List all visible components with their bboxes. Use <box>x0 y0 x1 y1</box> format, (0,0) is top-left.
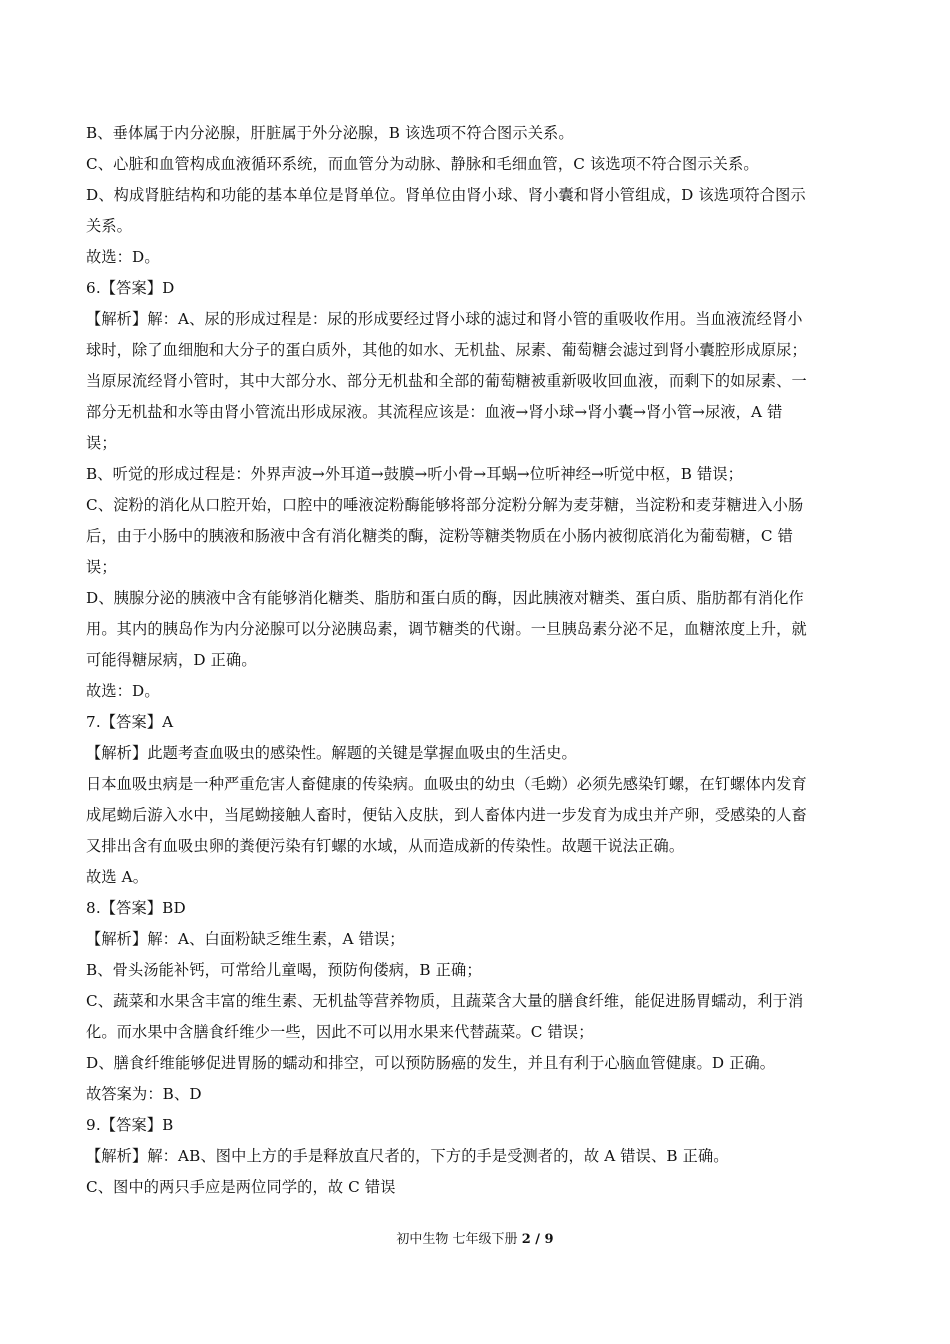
text-line: 用。其内的胰岛作为内分泌腺可以分泌胰岛素，调节糖类的代谢。一旦胰岛素分泌不足，血糖浓度上升，就 <box>86 620 807 638</box>
text-line: D、胰腺分泌的胰液中含有能够消化糖类、脂肪和蛋白质的酶，因此胰液对糖类、蛋白质、脂肪都有消化作 <box>86 589 804 607</box>
text-line: 故选 A。 <box>86 868 149 886</box>
text-line: 【解析】解：AB、图中上方的手是释放直尺者的，下方的手是受测者的，故 A 错误、B 正确。 <box>86 1147 729 1165</box>
text-line: 成尾蚴后游入水中，当尾蚴接触人畜时，便钻入皮肤，到人畜体内进一步发育为成虫并产卵，受感染的人畜 <box>86 806 807 824</box>
text-line: B、听觉的形成过程是：外界声波→外耳道→鼓膜→听小骨→耳蜗→位听神经→听觉中枢，B 错误； <box>86 465 744 483</box>
text-line: 后，由于小肠中的胰液和肠液中含有消化糖类的酶，淀粉等糖类物质在小肠内被彻底消化为葡萄糖，C 错 <box>86 527 793 545</box>
question-6-answer: 6.【答案】D <box>86 279 175 297</box>
text-line: C、图中的两只手应是两位同学的，故 C 错误 <box>86 1178 396 1196</box>
text-line: 故选：D。 <box>86 682 160 700</box>
text-line: 【解析】解：A、白面粉缺乏维生素，A 错误； <box>86 930 405 948</box>
text-line: C、心脏和血管构成血液循环系统，而血管分为动脉、静脉和毛细血管，C 该选项不符合图示关系。 <box>86 155 759 173</box>
text-line: C、淀粉的消化从口腔开始，口腔中的唾液淀粉酶能够将部分淀粉分解为麦芽糖，当淀粉和麦芽糖进入小肠 <box>86 496 804 514</box>
question-7-answer: 7.【答案】A <box>86 713 174 731</box>
page-footer <box>0 1230 950 1250</box>
text-line: 可能得糖尿病，D 正确。 <box>86 651 257 669</box>
text-line: 误； <box>86 434 117 452</box>
text-line: 当原尿流经肾小管时，其中大部分水、部分无机盐和全部的葡萄糖被重新吸收回血液，而剩下的如尿素、一 <box>86 372 807 390</box>
text-line: 故答案为：B、D <box>86 1085 202 1103</box>
text-line: C、蔬菜和水果含丰富的维生素、无机盐等营养物质，且蔬菜含大量的膳食纤维，能促进肠胃蠕动，利于消 <box>86 992 804 1010</box>
text-line: 又排出含有血吸虫卵的粪便污染有钉螺的水域，从而造成新的传染性。故题干说法正确。 <box>86 837 685 855</box>
text-line: B、骨头汤能补钙，可常给儿童喝，预防佝偻病，B 正确； <box>86 961 482 979</box>
text-line: 日本血吸虫病是一种严重危害人畜健康的传染病。血吸虫的幼虫（毛蚴）必须先感染钉螺，在钉螺体内发育 <box>86 775 807 793</box>
text-line: 【解析】解：A、尿的形成过程是：尿的形成要经过肾小球的滤过和肾小管的重吸收作用。当血液流经肾小 <box>86 310 803 328</box>
text-line: 部分无机盐和水等由肾小管流出形成尿液。其流程应该是：血液→肾小球→肾小囊→肾小管→尿液，A 错 <box>86 403 783 421</box>
question-9-answer: 9.【答案】B <box>86 1116 174 1134</box>
text-line: 化。而水果中含膳食纤维少一些，因此不可以用水果来代替蔬菜。C 错误； <box>86 1023 594 1041</box>
page-number: 2 / 9 <box>521 1232 554 1247</box>
text-line: 关系。 <box>86 217 133 235</box>
footer-subject: 初中生物 七年级下册 <box>396 1232 522 1247</box>
answer-content <box>86 118 866 1203</box>
text-line: 误； <box>86 558 117 576</box>
text-line: D、构成肾脏结构和功能的基本单位是肾单位。肾单位由肾小球、肾小囊和肾小管组成，D 该选项符合图示 <box>86 186 806 204</box>
text-line: 故选：D。 <box>86 248 160 266</box>
text-line: 球时，除了血细胞和大分子的蛋白质外，其他的如水、无机盐、尿素、葡萄糖会滤过到肾小囊腔形成原尿； <box>86 341 807 359</box>
text-line: B、垂体属于内分泌腺，肝脏属于外分泌腺，B 该选项不符合图示关系。 <box>86 124 574 142</box>
text-line: D、膳食纤维能够促进胃肠的蠕动和排空，可以预防肠癌的发生，并且有利于心脑血管健康。D 正确。 <box>86 1054 776 1072</box>
text-line: 【解析】此题考查血吸虫的感染性。解题的关键是掌握血吸虫的生活史。 <box>86 744 577 762</box>
question-8-answer: 8.【答案】BD <box>86 899 186 917</box>
